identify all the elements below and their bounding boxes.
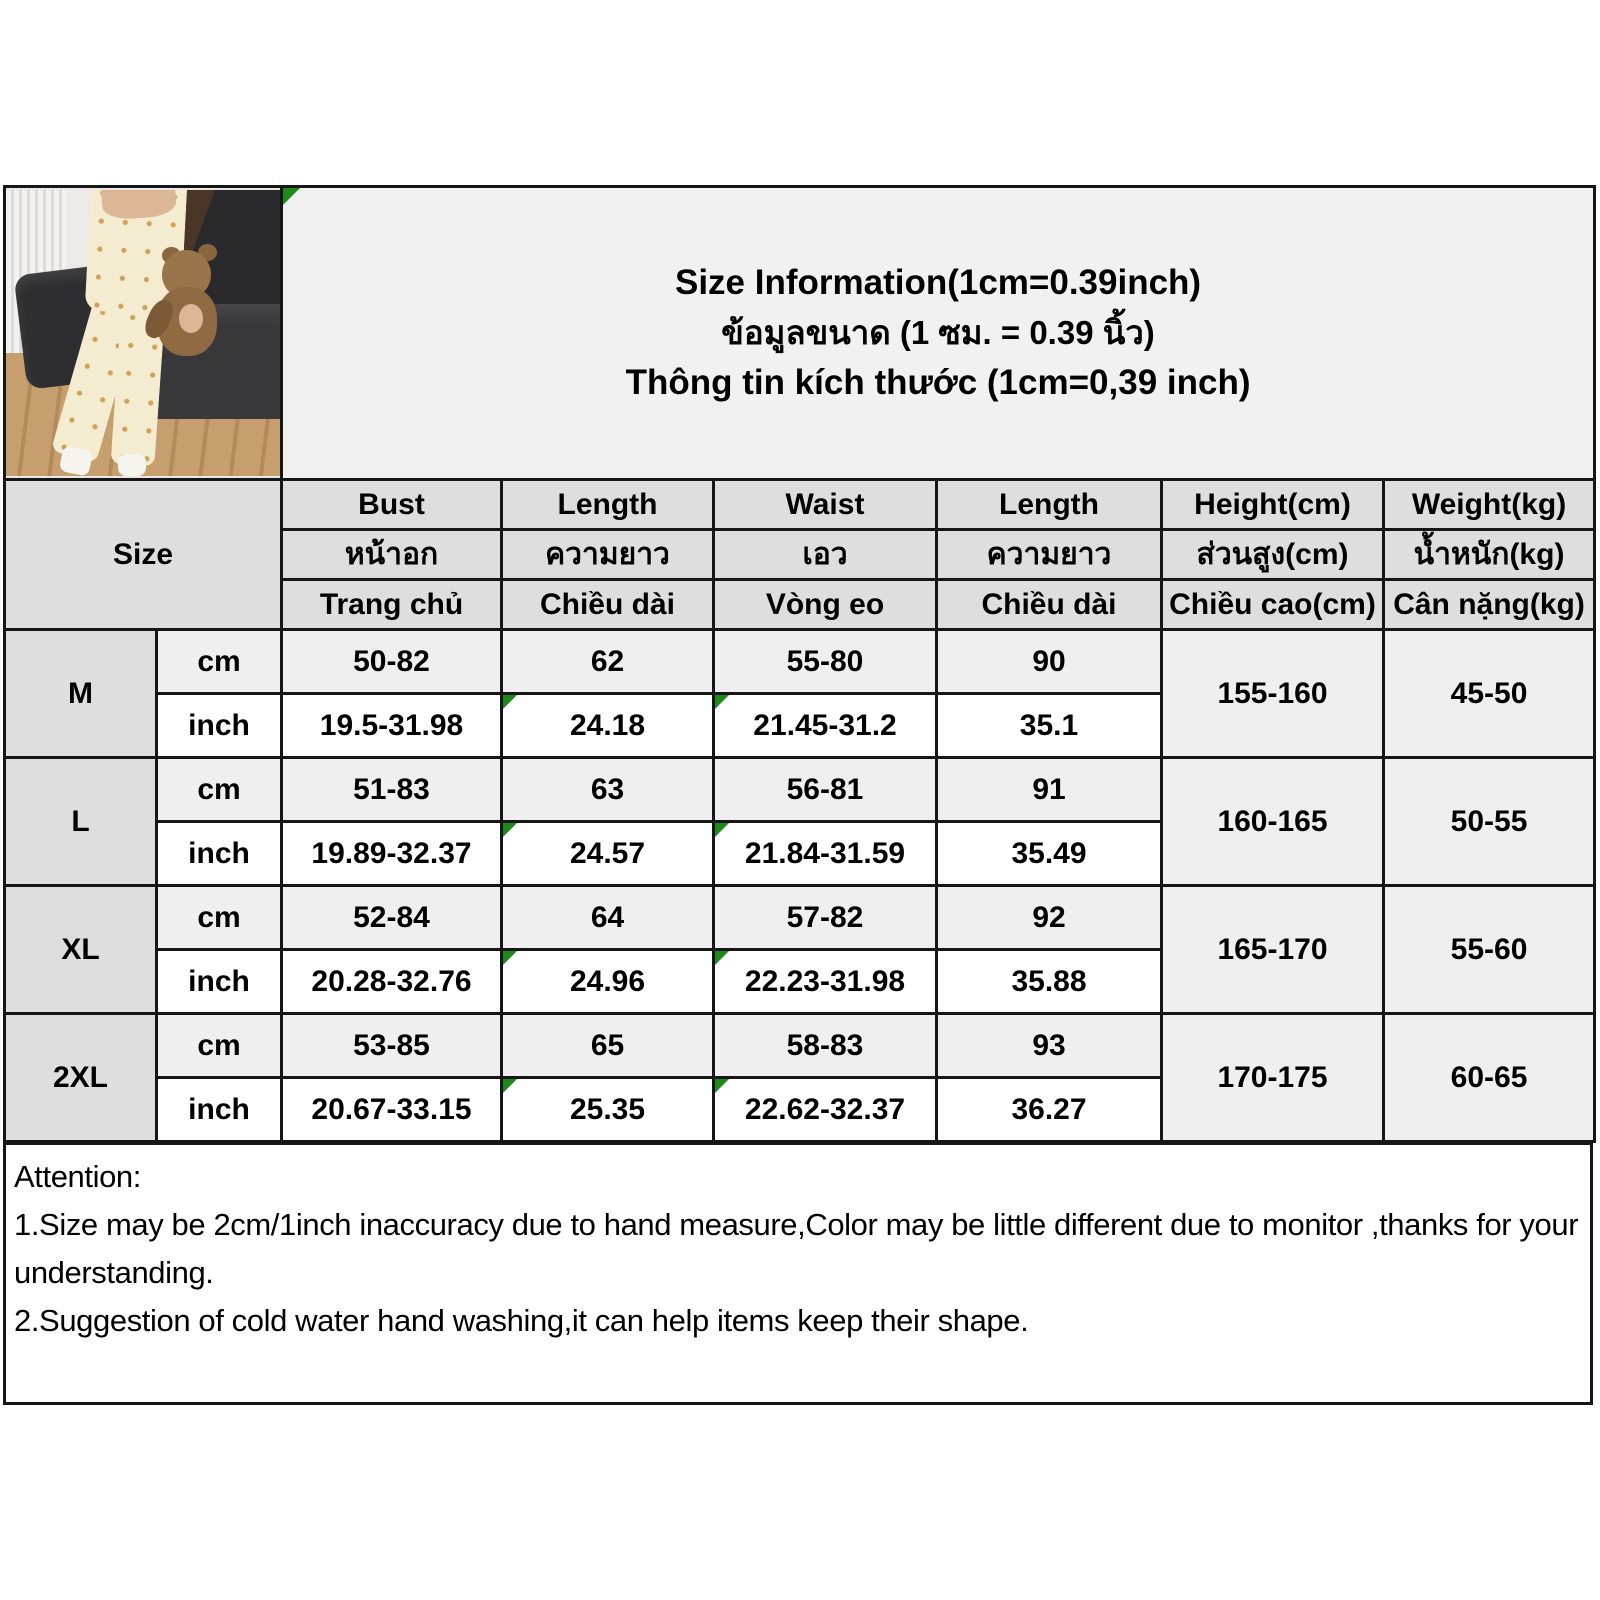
2xl-cm-waist: 58-83	[714, 1014, 937, 1078]
unit-inch-xl: inch	[157, 950, 282, 1014]
2xl-cm-bust: 53-85	[282, 1014, 502, 1078]
l-inch-waist: 21.84-31.59	[714, 822, 937, 886]
title-thai: ข้อมูลขนาด (1 ซม. = 0.39 นิ้ว)	[721, 314, 1155, 351]
excel-flag-icon	[503, 951, 517, 965]
2xl-inch-length: 25.35	[502, 1078, 714, 1142]
unit-cm-xl: cm	[157, 886, 282, 950]
excel-flag-icon	[283, 188, 300, 205]
excel-flag-icon	[715, 951, 729, 965]
m-cm-length: 62	[502, 630, 714, 694]
xl-inch-length2: 35.88	[937, 950, 1162, 1014]
row-xl-cm	[5, 886, 1595, 950]
l-height: 160-165	[1162, 758, 1384, 886]
product-photo-cell	[5, 187, 282, 480]
attention-note-1: 1.Size may be 2cm/1inch inaccuracy due to hand measure,Color may be little different due to monitor ,thanks for your understanding.	[14, 1207, 1579, 1290]
size-label-2xl: 2XL	[5, 1014, 157, 1142]
l-inch-length: 24.57	[502, 822, 714, 886]
m-cm-bust: 50-82	[282, 630, 502, 694]
m-cm-length2: 90	[937, 630, 1162, 694]
excel-flag-icon	[715, 695, 729, 709]
2xl-height: 170-175	[1162, 1014, 1384, 1142]
header-row-english	[5, 480, 1595, 530]
header-waist-en: Waist	[714, 480, 937, 530]
xl-cm-length2: 92	[937, 886, 1162, 950]
header-length-vi: Chiều dài	[502, 580, 714, 630]
l-weight: 50-55	[1384, 758, 1595, 886]
header-bust-th: หน้าอก	[282, 530, 502, 580]
l-cm-bust: 51-83	[282, 758, 502, 822]
product-photo	[6, 190, 280, 477]
title-english: Size Information(1cm=0.39inch)	[674, 263, 1202, 302]
unit-cm-m: cm	[157, 630, 282, 694]
2xl-inch-waist: 22.62-32.37	[714, 1078, 937, 1142]
header-length2-en: Length	[937, 480, 1162, 530]
header-weight-vi: Cân nặng(kg)	[1384, 580, 1595, 630]
l-cm-length: 63	[502, 758, 714, 822]
size-label-l: L	[5, 758, 157, 886]
attention-note-2: 2.Suggestion of cold water hand washing,it can help items keep their shape.	[14, 1303, 1029, 1338]
m-inch-waist: 21.45-31.2	[714, 694, 937, 758]
model-hand	[179, 304, 204, 333]
xl-height: 165-170	[1162, 886, 1384, 1014]
unit-inch-l: inch	[157, 822, 282, 886]
l-cm-length2: 91	[937, 758, 1162, 822]
row-l-cm	[5, 758, 1595, 822]
sock	[118, 454, 145, 477]
row-2xl-cm	[5, 1014, 1595, 1078]
header-weight-en: Weight(kg)	[1384, 480, 1595, 530]
2xl-inch-bust: 20.67-33.15	[282, 1078, 502, 1142]
size-label-xl: XL	[5, 886, 157, 1014]
xl-inch-waist: 22.23-31.98	[714, 950, 937, 1014]
header-height-vi: Chiều cao(cm)	[1162, 580, 1384, 630]
xl-weight: 55-60	[1384, 886, 1595, 1014]
size-chart-content	[3, 185, 1593, 1405]
unit-inch-2xl: inch	[157, 1078, 282, 1142]
m-inch-length: 24.18	[502, 694, 714, 758]
l-inch-length2: 35.49	[937, 822, 1162, 886]
attention-box	[3, 1143, 1593, 1405]
header-length-en: Length	[502, 480, 714, 530]
m-inch-bust: 19.5-31.98	[282, 694, 502, 758]
excel-flag-icon	[715, 1079, 729, 1093]
m-height: 155-160	[1162, 630, 1384, 758]
title-stack	[283, 264, 1593, 402]
xl-inch-length: 24.96	[502, 950, 714, 1014]
header-bust-en: Bust	[282, 480, 502, 530]
2xl-cm-length: 65	[502, 1014, 714, 1078]
unit-cm-l: cm	[157, 758, 282, 822]
size-label-m: M	[5, 630, 157, 758]
m-inch-length2: 35.1	[937, 694, 1162, 758]
header-height-th: ส่วนสูง(cm)	[1162, 530, 1384, 580]
header-length2-th: ความยาว	[937, 530, 1162, 580]
2xl-cm-length2: 93	[937, 1014, 1162, 1078]
attention-heading: Attention:	[14, 1159, 141, 1194]
header-waist-vi: Vòng eo	[714, 580, 937, 630]
2xl-weight: 60-65	[1384, 1014, 1595, 1142]
size-header-cell: Size	[5, 480, 282, 630]
xl-inch-bust: 20.28-32.76	[282, 950, 502, 1014]
header-length-th: ความยาว	[502, 530, 714, 580]
m-weight: 45-50	[1384, 630, 1595, 758]
row-m-cm	[5, 630, 1595, 694]
excel-flag-icon	[503, 695, 517, 709]
excel-flag-icon	[503, 823, 517, 837]
header-bust-vi: Trang chủ	[282, 580, 502, 630]
size-chart-table	[3, 185, 1596, 1143]
title-vietnamese: Thông tin kích thước (1cm=0,39 inch)	[625, 363, 1251, 402]
title-cell	[282, 187, 1595, 480]
excel-flag-icon	[715, 823, 729, 837]
xl-cm-bust: 52-84	[282, 886, 502, 950]
header-weight-th: น้ำหนัก(kg)	[1384, 530, 1595, 580]
excel-flag-icon	[503, 1079, 517, 1093]
xl-cm-length: 64	[502, 886, 714, 950]
l-inch-bust: 19.89-32.37	[282, 822, 502, 886]
header-height-en: Height(cm)	[1162, 480, 1384, 530]
unit-inch-m: inch	[157, 694, 282, 758]
header-length2-vi: Chiều dài	[937, 580, 1162, 630]
l-cm-waist: 56-81	[714, 758, 937, 822]
xl-cm-waist: 57-82	[714, 886, 937, 950]
top-band-row	[5, 187, 1595, 480]
2xl-inch-length2: 36.27	[937, 1078, 1162, 1142]
header-waist-th: เอว	[714, 530, 937, 580]
unit-cm-2xl: cm	[157, 1014, 282, 1078]
m-cm-waist: 55-80	[714, 630, 937, 694]
